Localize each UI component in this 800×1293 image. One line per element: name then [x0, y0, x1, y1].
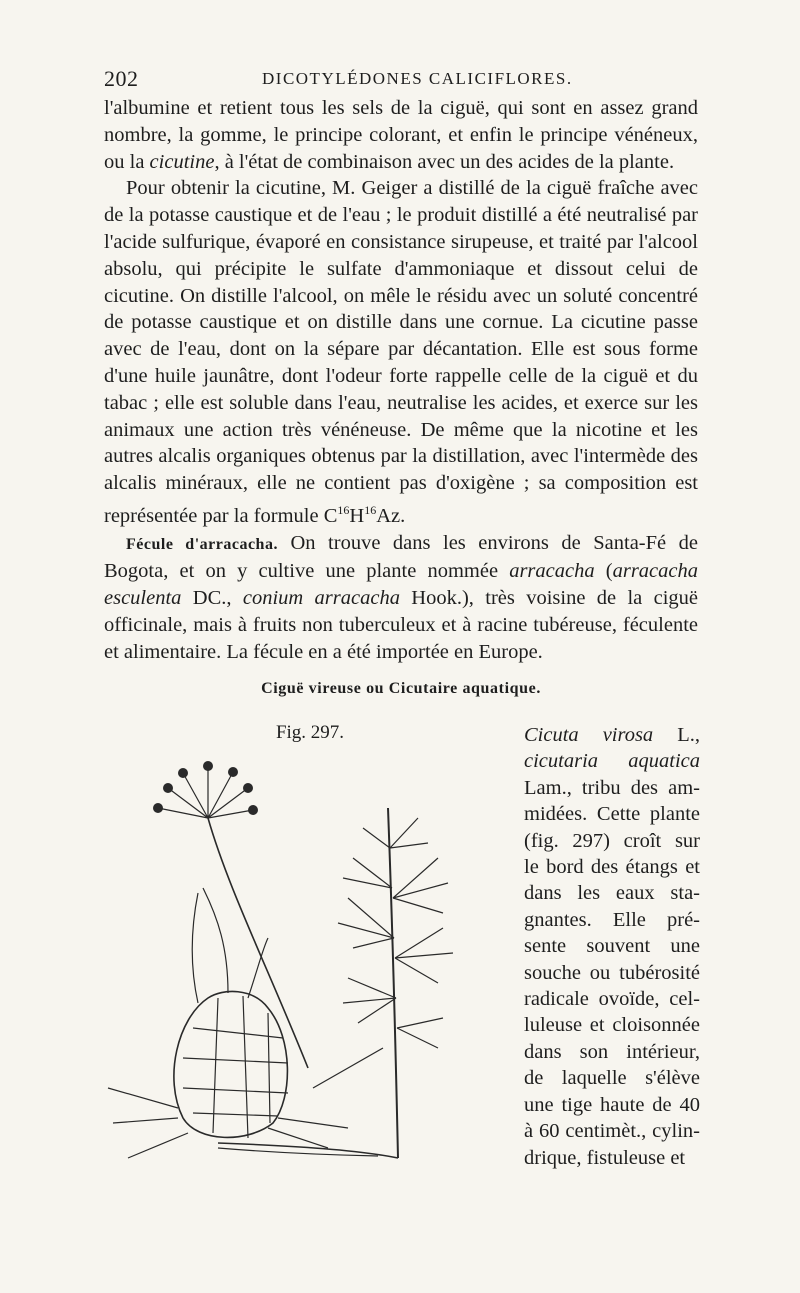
paragraph-1-end: , à l'état de combinaison avec un des acides de la plante. [214, 150, 675, 173]
side-text-line: midées. Cette plante [524, 803, 700, 826]
formula-h: H [349, 504, 365, 527]
side-text-paragraph [524, 722, 700, 1171]
section-heading: Ciguë vireuse ou Cicutaire aquatique. [261, 680, 541, 697]
running-head [104, 66, 704, 92]
paragraph-3-d: Hook.), très voisine de la ciguë officinale, mais à fruits non tuberculeux et à racine tubéreuse, féculente et alimentaire. La fécule en a été importée en Europe. [104, 587, 698, 663]
page-number: 202 [104, 66, 139, 91]
formula-h-sup: 16 [364, 502, 377, 517]
paragraph-3 [104, 530, 698, 666]
plant-illustration [98, 748, 518, 1168]
side-text-line: Cicuta virosa L., [524, 724, 700, 746]
term-cicutine: cicutine [149, 150, 215, 173]
side-text [524, 722, 700, 1171]
inline-heading-fecule: Fécule d'arracacha. [126, 535, 278, 553]
paragraph-1 [104, 95, 698, 175]
formula-end: . [400, 504, 406, 527]
term-arracacha: arracacha [509, 560, 595, 583]
side-text-line: de laquelle s'élève [524, 1067, 700, 1090]
side-text-line: gnantes. Elle pré- [524, 908, 700, 931]
body-text [104, 95, 698, 666]
paragraph-2-text: Pour obtenir la cicutine, M. Geiger a distillé de la ciguë fraîche avec de la potasse caustique et de l'eau ; le produit distillé a été neutralisé par l'acide sulfurique, évaporé en consistance sirupeuse, et traité par l'alcool absolu, qui précipite le sulfate d'ammoniaque et dissout celui de cicutine. On distille l'alcool, on mêle le résidu avec un soluté concentré de potasse caustique et on distille dans une cornue. La cicutine passe avec de l'eau, dont on la sépare par décantation. Elle est sous forme d'une huile jaunâtre, dont l'odeur forte rappelle celle de la ciguë et du tabac ; elle est soluble dans l'eau, neutralise les acides, et exerce sur les animaux une action très vénéneuse. De même que la nicotine et les autres alcalis organiques obtenus par la distillation, avec l'intermède des alcalis minéraux, elle ne contient pas d'oxigène ; sa composition est représentée par la formule [104, 177, 698, 527]
formula-c: C [323, 504, 338, 527]
cicuta-engraving [98, 748, 518, 1168]
side-text-line: dans son intérieur, [524, 1040, 700, 1063]
figure-caption: Fig. 297. [275, 722, 345, 743]
side-text-line: luleuse et cloisonnée [524, 1014, 700, 1037]
paragraph-3-a: On trouve dans les environs de Santa-Fé de Bogota, et on y cultive une plante nommée [104, 531, 698, 583]
main-stem [388, 808, 398, 1158]
chemical-formula [323, 502, 401, 527]
side-text-line: sente souvent une [524, 935, 700, 958]
running-title: DICOTYLÉDONES CALICIFLORES. [262, 69, 573, 88]
side-text-line: Lam., tribu des am- [524, 776, 700, 799]
formula-az: Az [376, 504, 401, 527]
paragraph-3-b: ( [594, 560, 613, 583]
paragraph-3-c: DC., [181, 587, 243, 610]
side-text-line: drique, fistuleuse et [524, 1146, 686, 1169]
side-text-line: radicale ovoïde, cel- [524, 988, 700, 1011]
side-text-line: dans les eaux sta- [524, 882, 700, 905]
formula-c-sup: 16 [337, 502, 350, 517]
paragraph-2 [104, 175, 698, 529]
term-arracacha-esculenta: arracacha esculenta [104, 560, 698, 610]
term-conium-arracacha: conium arracacha [242, 587, 400, 610]
side-text-line: cicutaria aquatica [524, 750, 700, 773]
side-text-line: le bord des étangs et [524, 856, 700, 879]
side-text-line: à 60 centimèt., cylin- [524, 1120, 700, 1143]
side-text-line: souche ou tubérosité [524, 961, 700, 984]
side-text-line: une tige haute de 40 [524, 1093, 700, 1116]
side-text-line: (fig. 297) croît sur [524, 829, 700, 852]
paragraph-1-text: l'albumine et retient tous les sels de la ciguë, qui sont en assez grand nombre, la gomme, le principe colorant, et enfin le principe vénéneux, ou la [104, 97, 698, 173]
